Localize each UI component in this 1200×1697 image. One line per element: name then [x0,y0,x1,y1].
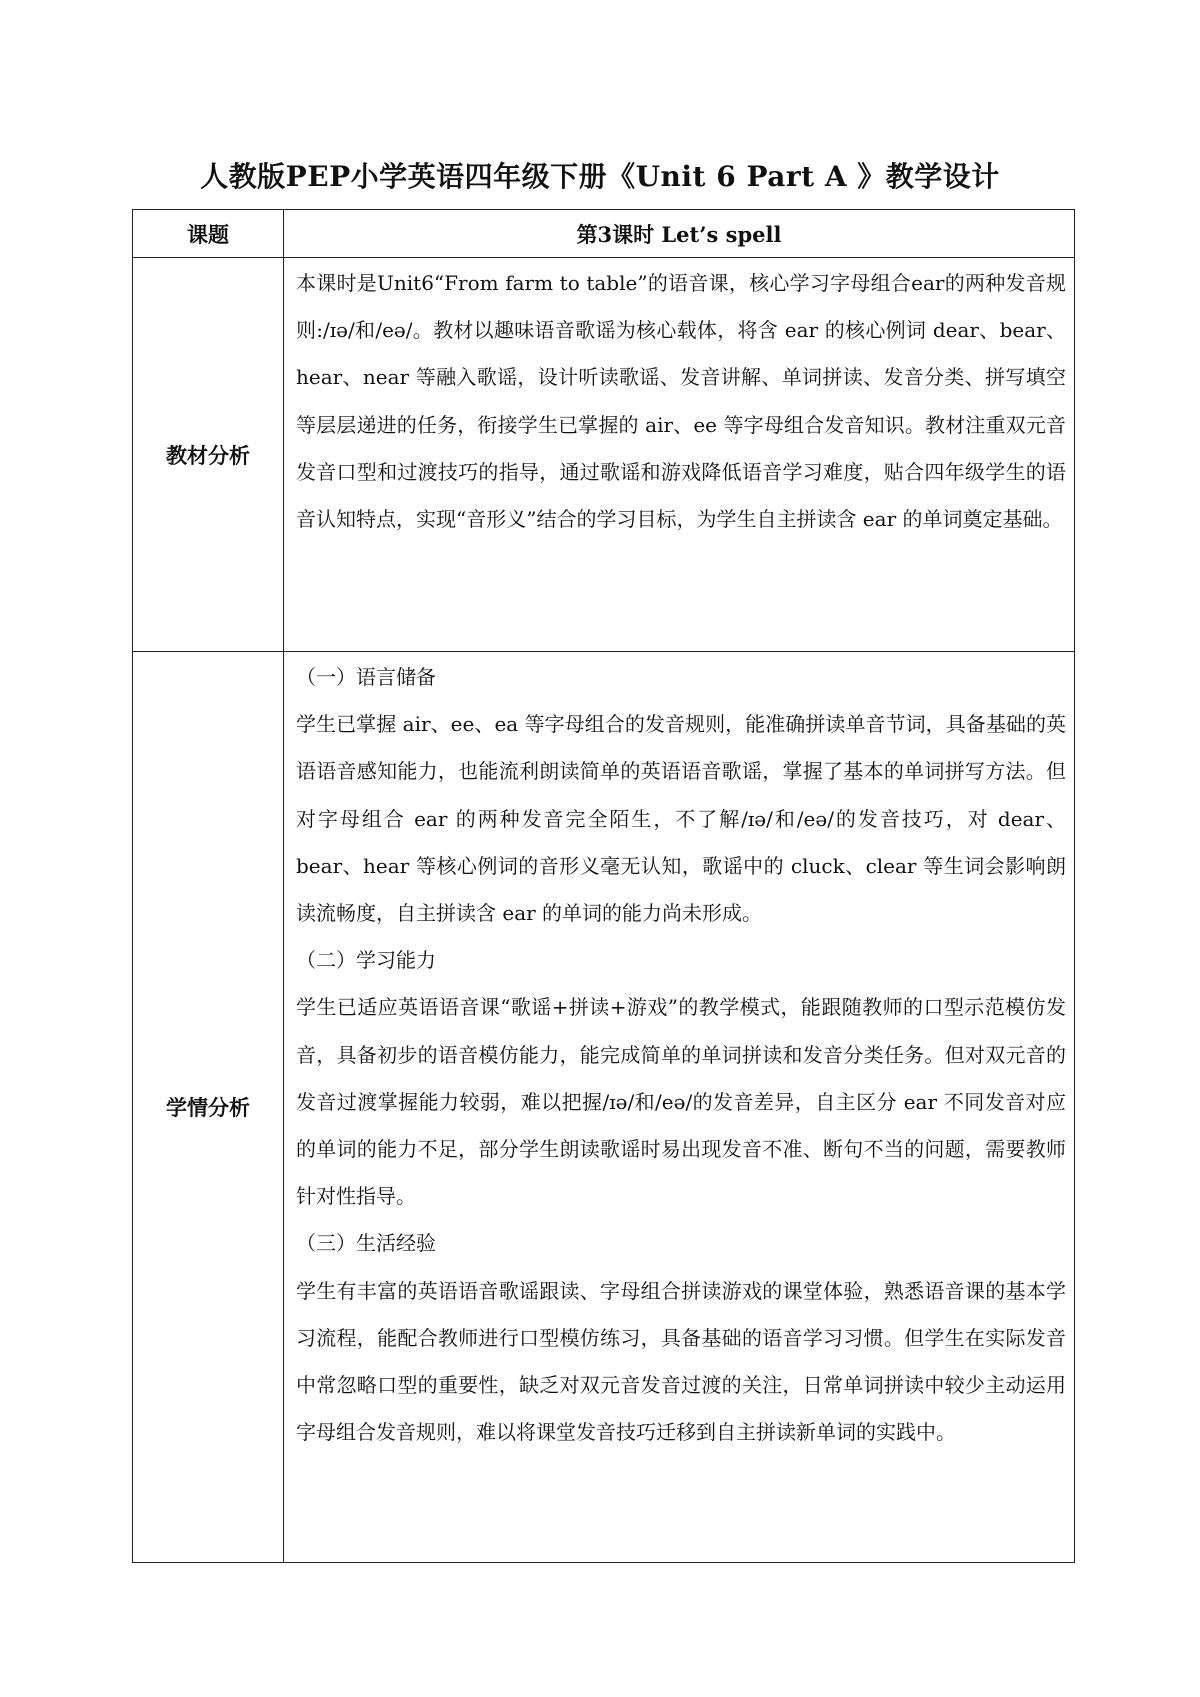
table-row-student-analysis [133,652,1075,1563]
section-text-experience: 学生有丰富的英语语音歌谣跟读、字母组合拼读游戏的课堂体验，熟悉语音课的基本学习流程，能配合教师进行口型模仿练习，具备基础的语音学习习惯。但学生在实际发音中常忽略口型的重要性，缺乏对双元音发音过渡的关注，日常单词拼读中较少主动运用字母组合发音规则，难以将课堂发音技巧迁移到自主拼读新单词的实践中。 [296,1278,1066,1445]
table-row-topic [133,210,1075,258]
student-analysis-cell [284,652,1075,1563]
material-analysis-text: 本课时是Unit6“From farm to table”的语音课，核心学习字母组合ear的两种发音规则:/ɪə/和/eə/。教材以趣味语音歌谣为核心载体，将含 ear 的核心例词 dear、bear、hear、near 等融入歌谣，设计听读歌谣、发音讲解、单词拼读、发音分类、拼写填空等层层递进的任务，衔接学生已掌握的 air、ee 等字母组合发音知识。教材注重双元音发音口型和过渡技巧的指导，通过歌谣和游戏降低语音学习难度，贴合四年级学生的语音认知特点，实现“音形义”结合的学习目标，为学生自主拼读含 ear 的单词奠定基础。 [296,271,1066,532]
section-heading-experience: （三）生活经验 [296,1231,436,1256]
section-heading-language: （一）语言储备 [296,665,436,689]
student-analysis-label: 学情分析 [133,652,284,1563]
section-text-language: 学生已掌握 air、ee、ea 等字母组合的发音规则，能准确拼读单音节词，具备基础的英语语音感知能力，也能流利朗读简单的英语语音歌谣，掌握了基本的单词拼写方法。但对字母组合 ear 的两种发音完全陌生，不了解/ɪə/和/eə/的发音技巧，对 dear、bear、hear 等核心例词的音形义毫无认知，歌谣中的 cluck、clear 等生词会影响朗读流畅度，自主拼读含 ear 的单词的能力尚未形成。 [296,712,1066,926]
section-heading-ability: （二）学习能力 [296,948,436,973]
topic-label: 课题 [133,210,284,258]
lesson-design-table [132,209,1075,1563]
table-row-material-analysis [133,258,1075,652]
section-text-ability: 学生已适应英语语音课“歌谣+拼读+游戏”的教学模式，能跟随教师的口型示范模仿发音，具备初步的语音模仿能力，能完成简单的单词拼读和发音分类任务。但对双元音的发音过渡掌握能力较弱，难以把握/ɪə/和/eə/的发音差异，自主区分 ear 不同发音对应的单词的能力不足，部分学生朗读歌谣时易出现发音不准、断句不当的问题，需要教师针对性指导。 [296,995,1066,1209]
material-analysis-cell [284,258,1075,652]
topic-value: 第3课时 Let’s spell [284,210,1075,258]
document-title: 人教版PEP小学英语四年级下册《Unit 6 Part A 》教学设计 [200,160,1000,193]
material-analysis-label: 教材分析 [133,258,284,652]
